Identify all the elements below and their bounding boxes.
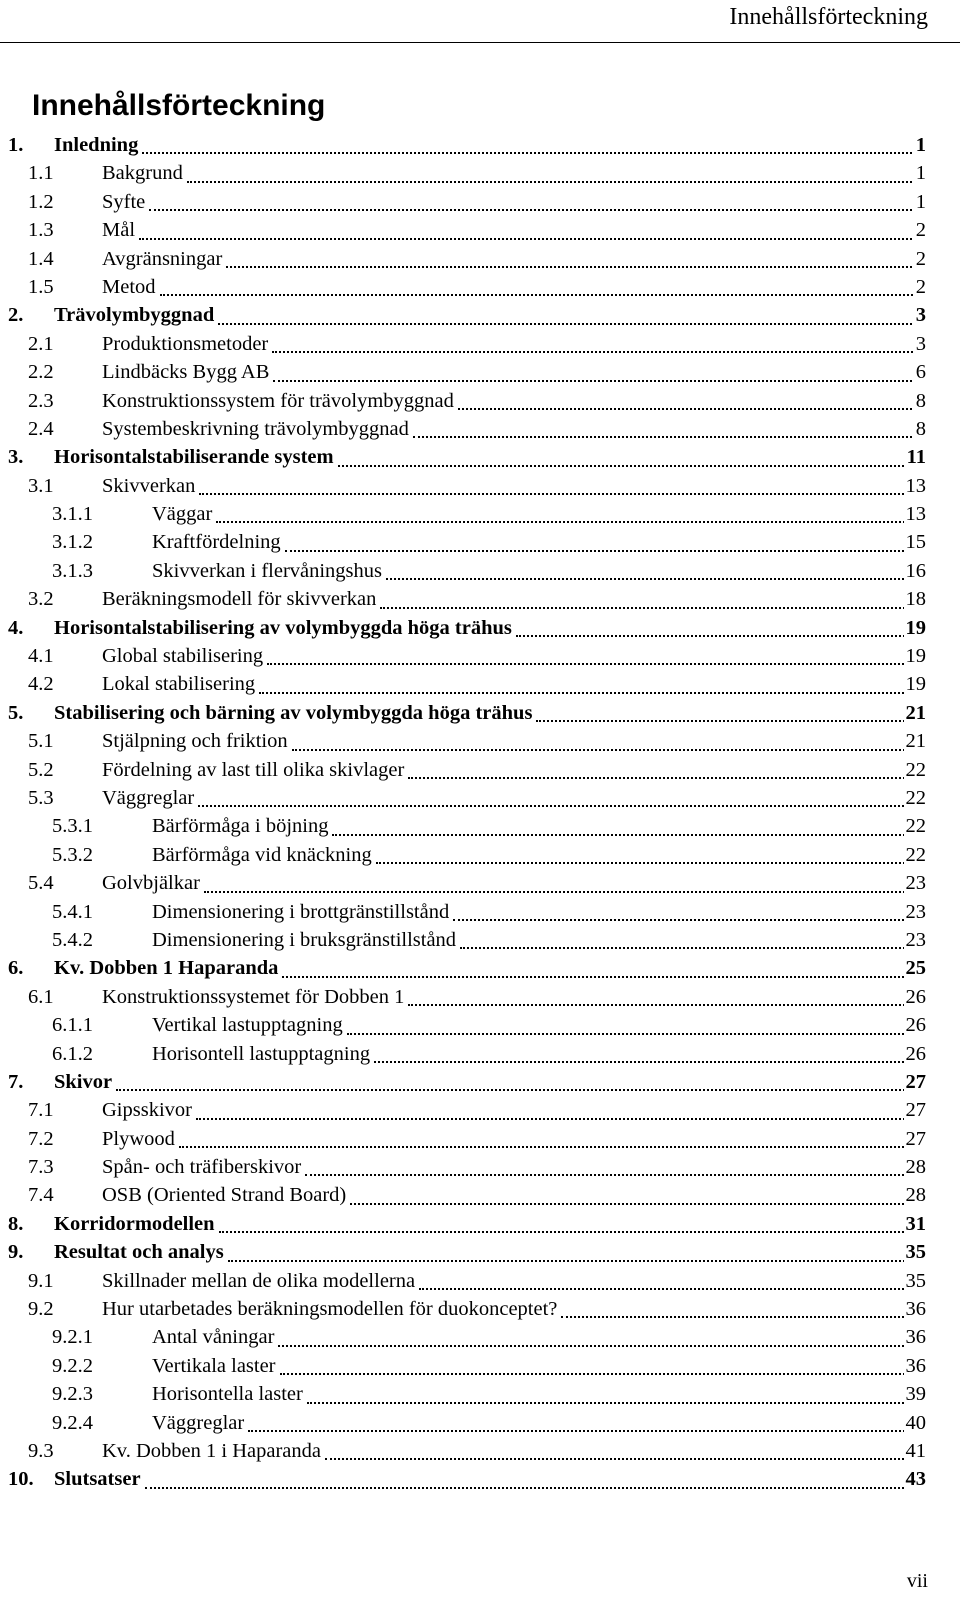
toc-entry-page: 21 <box>905 701 926 724</box>
toc-entry-number: 2.3 <box>28 389 54 412</box>
toc-entry-number: 2. <box>8 304 24 327</box>
toc-dot-leader <box>332 834 920 836</box>
toc-entry-page: 36 <box>905 1326 926 1349</box>
toc-dot-leader <box>458 408 920 410</box>
page-title: Innehållsförteckning <box>32 89 326 122</box>
toc-entry-number: 1.1 <box>28 162 54 185</box>
toc-entry-label: Skivverkan i flervåningshus <box>152 559 383 582</box>
toc-entry[interactable] <box>0 842 960 870</box>
toc-entry-number: 7.2 <box>28 1127 54 1150</box>
toc-dot-leader <box>187 181 920 183</box>
toc-entry-page: 35 <box>905 1241 926 1264</box>
toc-entry[interactable] <box>0 1381 960 1409</box>
toc-entry-label: Gipsskivor <box>102 1099 192 1122</box>
toc-entry-label: Antal våningar <box>152 1326 275 1349</box>
toc-dot-leader <box>516 635 920 637</box>
toc-dot-leader <box>219 1231 920 1233</box>
toc-entry-number: 1.5 <box>28 275 54 298</box>
toc-dot-leader <box>199 493 920 495</box>
toc-entry-label: Slutsatser <box>54 1468 141 1491</box>
toc-entry-label: Kv. Dobben 1 Haparanda <box>54 957 279 980</box>
toc-entry-label: Syfte <box>102 190 146 213</box>
toc-entry-label: Kv. Dobben 1 i Haparanda <box>102 1439 321 1462</box>
toc-entry-page: 16 <box>905 559 926 582</box>
toc-entry[interactable] <box>0 813 960 841</box>
toc-dot-leader <box>376 862 920 864</box>
toc-entry-number: 9.1 <box>28 1269 54 1292</box>
toc-entry-number: 6. <box>8 957 24 980</box>
toc-entry-label: Metod <box>102 275 156 298</box>
toc-entry-number: 5.4 <box>28 872 54 895</box>
toc-entry[interactable] <box>0 728 960 756</box>
toc-dot-leader <box>386 578 920 580</box>
toc-entry-label: Väggar <box>152 503 213 526</box>
toc-dot-leader <box>561 1316 920 1318</box>
toc-entry-label: Konstruktionssystem för trävolymbyggnad <box>102 389 454 412</box>
toc-entry-page: 3 <box>915 332 926 355</box>
toc-entry-number: 9.3 <box>28 1439 54 1462</box>
toc-entry-page: 26 <box>905 1014 926 1037</box>
toc-entry-number: 5.4.2 <box>52 928 93 951</box>
toc-entry-number: 2.2 <box>28 361 54 384</box>
table-of-contents <box>0 132 960 1495</box>
toc-entry-number: 4.2 <box>28 673 54 696</box>
toc-entry-label: Avgränsningar <box>102 247 223 270</box>
toc-dot-leader <box>350 1203 920 1205</box>
toc-entry-page: 23 <box>905 872 926 895</box>
toc-entry-label: Skivor <box>54 1070 113 1093</box>
toc-entry[interactable] <box>0 1438 960 1466</box>
toc-entry-number: 10. <box>8 1468 34 1491</box>
toc-dot-leader <box>218 323 920 325</box>
toc-entry-number: 1.2 <box>28 190 54 213</box>
toc-dot-leader <box>198 805 920 807</box>
toc-entry[interactable] <box>0 274 960 302</box>
toc-dot-leader <box>142 152 920 154</box>
toc-entry-page: 27 <box>905 1127 926 1150</box>
toc-entry[interactable] <box>0 899 960 927</box>
toc-entry-number: 1.3 <box>28 219 54 242</box>
toc-dot-leader <box>347 1033 920 1035</box>
toc-dot-leader <box>374 1061 920 1063</box>
toc-entry-page: 22 <box>905 843 926 866</box>
toc-entry[interactable] <box>0 529 960 557</box>
toc-dot-leader <box>267 663 920 665</box>
toc-entry-page: 27 <box>905 1070 926 1093</box>
toc-entry-number: 5.3 <box>28 786 54 809</box>
toc-entry-number: 6.1.1 <box>52 1014 93 1037</box>
toc-entry-label: Bärförmåga vid knäckning <box>152 843 372 866</box>
toc-dot-leader <box>419 1288 920 1290</box>
toc-entry[interactable] <box>0 643 960 671</box>
toc-dot-leader <box>196 1118 920 1120</box>
toc-entry[interactable] <box>0 1211 960 1239</box>
toc-entry-page: 36 <box>905 1298 926 1321</box>
toc-entry-label: Horisontell lastupptagning <box>152 1042 371 1065</box>
toc-entry-page: 43 <box>905 1468 926 1491</box>
toc-entry-number: 6.1 <box>28 985 54 1008</box>
toc-entry-page: 6 <box>915 361 926 384</box>
toc-dot-leader <box>272 351 920 353</box>
toc-entry-number: 2.4 <box>28 417 54 440</box>
toc-entry[interactable] <box>0 785 960 813</box>
toc-entry-label: Global stabilisering <box>102 645 264 668</box>
toc-entry-number: 9.2.1 <box>52 1326 93 1349</box>
toc-entry[interactable] <box>0 870 960 898</box>
toc-entry-label: Horisontalstabiliserande system <box>54 446 334 469</box>
toc-entry-number: 9. <box>8 1241 24 1264</box>
toc-dot-leader <box>307 1402 920 1404</box>
toc-entry-label: Lokal stabilisering <box>102 673 256 696</box>
toc-entry-page: 26 <box>905 1042 926 1065</box>
toc-entry-page: 39 <box>905 1383 926 1406</box>
toc-entry[interactable] <box>0 1182 960 1210</box>
toc-entry[interactable] <box>0 586 960 614</box>
toc-dot-leader <box>116 1089 920 1091</box>
toc-entry-label: Vertikal lastupptagning <box>152 1014 343 1037</box>
toc-entry[interactable] <box>0 473 960 501</box>
toc-dot-leader <box>453 919 920 921</box>
toc-entry-label: Produktionsmetoder <box>102 332 269 355</box>
running-header: Innehållsförteckning <box>729 4 928 30</box>
toc-entry-number: 3.1.2 <box>52 531 93 554</box>
toc-entry-page: 35 <box>905 1269 926 1292</box>
toc-entry[interactable] <box>0 132 960 160</box>
toc-entry-page: 23 <box>905 900 926 923</box>
toc-entry-number: 5.3.1 <box>52 815 93 838</box>
toc-entry-page: 28 <box>905 1156 926 1179</box>
toc-entry-number: 4. <box>8 616 24 639</box>
toc-entry-label: Plywood <box>102 1127 175 1150</box>
toc-entry-number: 5.1 <box>28 730 54 753</box>
toc-dot-leader <box>413 436 920 438</box>
toc-entry-label: Beräkningsmodell för skivverkan <box>102 588 377 611</box>
toc-entry-label: Bakgrund <box>102 162 183 185</box>
toc-dot-leader <box>536 720 920 722</box>
toc-entry-label: OSB (Oriented Strand Board) <box>102 1184 347 1207</box>
toc-dot-leader <box>204 891 920 893</box>
toc-dot-leader <box>285 550 920 552</box>
toc-entry[interactable] <box>0 927 960 955</box>
toc-entry-number: 7.4 <box>28 1184 54 1207</box>
toc-entry-number: 9.2 <box>28 1298 54 1321</box>
toc-entry-page: 25 <box>905 957 926 980</box>
toc-entry[interactable] <box>0 615 960 643</box>
toc-entry[interactable] <box>0 388 960 416</box>
header-rule <box>0 42 960 43</box>
toc-entry[interactable] <box>0 1097 960 1125</box>
toc-entry-number: 9.2.3 <box>52 1383 93 1406</box>
toc-entry-label: Stabilisering och bärning av volymbyggda höga trähus <box>54 701 533 724</box>
toc-entry-label: Dimensionering i brottgränstillstånd <box>152 900 450 923</box>
toc-entry[interactable] <box>0 1410 960 1438</box>
toc-entry-number: 5.3.2 <box>52 843 93 866</box>
toc-entry-label: Skivverkan <box>102 474 196 497</box>
toc-dot-leader <box>248 1430 920 1432</box>
toc-entry-label: Golvbjälkar <box>102 872 200 895</box>
toc-entry-label: Horisontalstabilisering av volymbyggda höga trähus <box>54 616 512 639</box>
toc-entry[interactable] <box>0 1012 960 1040</box>
toc-entry-label: Mål <box>102 219 136 242</box>
toc-entry-label: Väggreglar <box>102 786 195 809</box>
toc-dot-leader <box>160 294 920 296</box>
toc-dot-leader <box>228 1260 920 1262</box>
toc-dot-leader <box>408 777 920 779</box>
toc-entry-page: 19 <box>905 616 926 639</box>
toc-dot-leader <box>149 209 920 211</box>
toc-entry-number: 5. <box>8 701 24 724</box>
toc-entry[interactable] <box>0 246 960 274</box>
toc-entry-page: 26 <box>905 985 926 1008</box>
toc-dot-leader <box>325 1458 920 1460</box>
toc-entry-page: 2 <box>915 247 926 270</box>
toc-entry-page: 13 <box>905 474 926 497</box>
toc-entry[interactable] <box>0 757 960 785</box>
toc-entry-page: 8 <box>915 389 926 412</box>
toc-entry-number: 5.4.1 <box>52 900 93 923</box>
toc-entry-number: 7.1 <box>28 1099 54 1122</box>
toc-entry-number: 7.3 <box>28 1156 54 1179</box>
toc-dot-leader <box>145 1487 920 1489</box>
toc-entry[interactable] <box>0 558 960 586</box>
toc-entry-label: Systembeskrivning trävolymbyggnad <box>102 417 409 440</box>
toc-entry-label: Korridormodellen <box>54 1212 215 1235</box>
toc-entry-page: 28 <box>905 1184 926 1207</box>
toc-entry-page: 1 <box>915 162 926 185</box>
toc-entry-page: 8 <box>915 417 926 440</box>
toc-entry-label: Horisontella laster <box>152 1383 303 1406</box>
toc-entry-number: 1. <box>8 134 24 156</box>
toc-entry-page: 15 <box>905 531 926 554</box>
toc-entry[interactable] <box>0 1069 960 1097</box>
toc-dot-leader <box>139 238 920 240</box>
toc-dot-leader <box>282 976 920 978</box>
toc-entry[interactable] <box>0 501 960 529</box>
toc-entry-label: Trävolymbyggnad <box>54 304 215 327</box>
toc-dot-leader <box>305 1174 920 1176</box>
toc-entry[interactable] <box>0 331 960 359</box>
toc-entry-page: 2 <box>915 219 926 242</box>
toc-entry-label: Stjälpning och friktion <box>102 730 288 753</box>
toc-entry[interactable] <box>0 955 960 983</box>
toc-entry[interactable] <box>0 1324 960 1352</box>
toc-entry[interactable] <box>0 416 960 444</box>
toc-entry-page: 3 <box>915 304 926 327</box>
toc-dot-leader <box>179 1146 920 1148</box>
toc-dot-leader <box>280 1373 920 1375</box>
toc-entry-label: Vertikala laster <box>152 1354 276 1377</box>
toc-dot-leader <box>338 465 920 467</box>
toc-entry-number: 1.4 <box>28 247 54 270</box>
toc-entry-number: 3.2 <box>28 588 54 611</box>
toc-entry-page: 22 <box>905 786 926 809</box>
toc-entry[interactable] <box>0 302 960 330</box>
toc-dot-leader <box>380 607 920 609</box>
toc-entry-label: Bärförmåga i böjning <box>152 815 329 838</box>
toc-entry-label: Spån- och träfiberskivor <box>102 1156 302 1179</box>
toc-entry-label: Fördelning av last till olika skivlager <box>102 758 405 781</box>
toc-entry-number: 2.1 <box>28 332 54 355</box>
toc-entry-label: Kraftfördelning <box>152 531 281 554</box>
toc-entry-page: 21 <box>905 730 926 753</box>
toc-entry[interactable] <box>0 160 960 188</box>
toc-entry[interactable] <box>0 1466 960 1494</box>
toc-dot-leader <box>408 1004 920 1006</box>
toc-dot-leader <box>292 749 920 751</box>
toc-entry-number: 6.1.2 <box>52 1042 93 1065</box>
toc-entry-page: 13 <box>905 503 926 526</box>
toc-entry[interactable] <box>0 700 960 728</box>
toc-entry[interactable] <box>0 1126 960 1154</box>
toc-entry[interactable] <box>0 189 960 217</box>
toc-dot-leader <box>259 692 920 694</box>
toc-entry-page: 1 <box>915 190 926 213</box>
toc-entry-label: Dimensionering i bruksgränstillstånd <box>152 928 457 951</box>
toc-entry-label: Lindbäcks Bygg AB <box>102 361 270 384</box>
toc-entry-label: Skillnader mellan de olika modellerna <box>102 1269 416 1292</box>
toc-entry[interactable] <box>0 984 960 1012</box>
toc-entry[interactable] <box>0 359 960 387</box>
toc-entry-number: 3.1 <box>28 474 54 497</box>
toc-entry[interactable] <box>0 217 960 245</box>
toc-entry-number: 3.1.3 <box>52 559 93 582</box>
toc-entry-number: 3.1.1 <box>52 503 93 526</box>
toc-entry-number: 9.2.2 <box>52 1354 93 1377</box>
toc-dot-leader <box>216 521 920 523</box>
toc-entry[interactable] <box>0 1154 960 1182</box>
toc-entry-page: 40 <box>905 1411 926 1434</box>
toc-entry-page: 18 <box>905 588 926 611</box>
toc-entry[interactable] <box>0 671 960 699</box>
toc-entry-page: 36 <box>905 1354 926 1377</box>
toc-entry-number: 5.2 <box>28 758 54 781</box>
toc-dot-leader <box>273 380 920 382</box>
toc-entry-label: Konstruktionssystemet för Dobben 1 <box>102 985 405 1008</box>
toc-entry[interactable] <box>0 1041 960 1069</box>
toc-entry[interactable] <box>0 1296 960 1324</box>
toc-entry-label: Resultat och analys <box>54 1241 224 1264</box>
toc-entry-number: 9.2.4 <box>52 1411 93 1434</box>
toc-entry-page: 19 <box>905 673 926 696</box>
toc-entry-label: Väggreglar <box>152 1411 245 1434</box>
toc-entry-page: 31 <box>905 1212 926 1235</box>
toc-entry-page: 22 <box>905 758 926 781</box>
toc-dot-leader <box>460 947 920 949</box>
toc-entry-page: 19 <box>905 645 926 668</box>
toc-entry-page: 1 <box>915 134 926 156</box>
toc-entry-page: 23 <box>905 928 926 951</box>
toc-entry[interactable] <box>0 1268 960 1296</box>
toc-entry-number: 4.1 <box>28 645 54 668</box>
toc-entry-page: 2 <box>915 275 926 298</box>
toc-entry[interactable] <box>0 1353 960 1381</box>
toc-entry-label: Hur utarbetades beräkningsmodellen för duokonceptet? <box>102 1298 558 1321</box>
toc-dot-leader <box>226 266 920 268</box>
toc-entry-page: 41 <box>905 1439 926 1462</box>
page-number: vii <box>906 1570 928 1592</box>
toc-entry[interactable] <box>0 1239 960 1267</box>
toc-entry-label: Inledning <box>54 134 139 156</box>
toc-entry-page: 11 <box>906 446 926 469</box>
toc-entry[interactable] <box>0 444 960 472</box>
toc-entry-number: 3. <box>8 446 24 469</box>
toc-entry-number: 8. <box>8 1212 24 1235</box>
toc-entry-page: 22 <box>905 815 926 838</box>
toc-entry-page: 27 <box>905 1099 926 1122</box>
toc-entry-number: 7. <box>8 1070 24 1093</box>
toc-dot-leader <box>278 1345 920 1347</box>
